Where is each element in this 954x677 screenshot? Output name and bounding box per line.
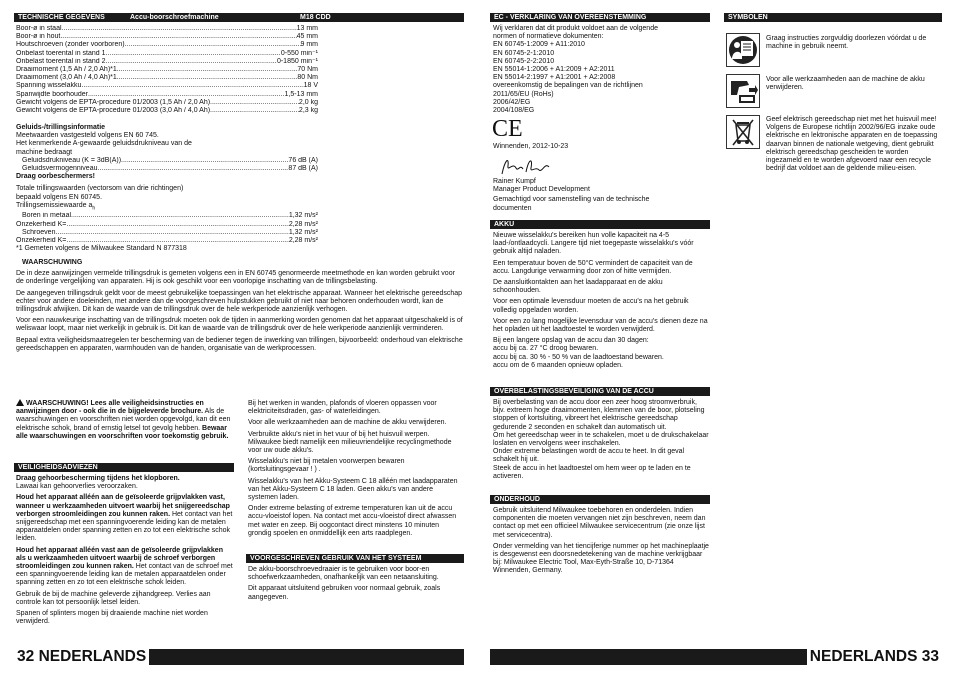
ec-line: Wij verklaren dat dit produkt voldoet aan de volgende xyxy=(493,25,658,32)
safety-advice xyxy=(16,494,234,543)
battery-remove-icon xyxy=(726,74,760,108)
dot-leader xyxy=(106,58,277,66)
spec-label: Boren in metaal xyxy=(22,212,72,220)
manual-icon xyxy=(726,33,760,67)
spec-label: Gewicht volgens de EPTA-procedure 01/2003 (3,0 Ah / 4,0 Ah) xyxy=(16,107,211,115)
warning-title: WAARSCHUWING xyxy=(22,259,83,266)
spec-row xyxy=(16,82,318,90)
ec-header: EC - VERKLARING VAN OVEREENSTEMMING xyxy=(490,13,710,22)
akku-paragraph: Voor een zo lang mogelijke levensduur van de accu's dienen deze na het opladen uit het laadtoestel te worden verwijderd. xyxy=(493,317,708,334)
dot-leader xyxy=(106,50,281,58)
overload-paragraph: Bij overbelasting van de accu door een zeer hoog stroomverbruik, bijv. extreem hoge draaimomenten, klemmen van de boor, plotseling stoppen of kortsluiting, vibreert het elektrische gereedschap gedurende 2 seconden en schakelt dan automatisch uit. Om het gereedschap weer in te schakelen, moet u de drukschakelaar loslaten en vervolgens weer inschakelen. Onder extreme belastingen wordt de accu te heet. In dit geval schakelt hij uit. Steek de accu in het laadtoestel om hem weer op te laden en te activeren. xyxy=(493,399,709,480)
warning-paragraphs xyxy=(16,270,464,353)
spec-row xyxy=(22,157,318,165)
safety-warning-text: Als de waarschuwingen en voorschriften niet worden opgevolgd, kan dit een elektrische schok, brand of ernstig letsel tot gevolg hebben. xyxy=(16,408,231,432)
vib-emission-label: Trillingsemissiewaarde a xyxy=(16,201,93,209)
akku-paragraph: De aansluitkontakten aan het laadapparaat en de akku schoonhouden. xyxy=(493,279,663,295)
ec-line: normen of normatieve dokumenten: xyxy=(493,33,604,41)
onder-paragraphs xyxy=(493,507,709,579)
vib-subscript: h xyxy=(92,205,96,212)
sym-header: SYMBOLEN xyxy=(724,13,942,22)
spec-value: 9 mm xyxy=(300,41,318,49)
spec-row xyxy=(16,50,318,58)
dot-leader xyxy=(210,99,299,107)
spec-table xyxy=(16,25,318,115)
safety-advice-bold: Houd het apparaat alléén aan de geïsoleerde grijpvlakken vast, wanneer u werkzaamheden uitvoert waarbij het snijgereedschap verborgen stroomleidingen zou kunnen raken. xyxy=(16,494,230,518)
noise-line: Het kenmerkende A-gewaarde geluidsdrukniveau van de xyxy=(16,140,192,148)
safety-advice-text: Spanen of splinters mogen bij draaiende machine niet worden verwijderd. xyxy=(16,610,208,626)
ec-line: 2006/42/EG xyxy=(493,98,531,106)
warning-paragraph: De aangegeven trillingsdruk geldt voor de meest gebruikelijke toepassingen van het elektrische apparaat. Wanneer het elektrische gereedschap echter voor andere doeleinden, met andere dan de voorgeschreven hulpstukken gebruikt of niet naar behoren onderhouden wordt, kan de trillingsdruk afwijken. Dit kan de waarde van de trillingsdruk over de hele werkperiode aanzienlijk verhogen. xyxy=(16,289,463,314)
noise-line: machine bedraagt xyxy=(16,148,73,156)
spec-row xyxy=(16,221,318,229)
footer-right xyxy=(807,647,942,667)
page-number-left: 32 xyxy=(17,648,35,665)
spec-row xyxy=(16,237,318,245)
dot-leader xyxy=(117,74,298,82)
footer-left xyxy=(14,647,149,667)
spec-value: 2,28 m/s² xyxy=(288,237,318,245)
akku-header: AKKU xyxy=(490,220,710,229)
spec-label: Schroeven xyxy=(22,228,56,236)
spec-row xyxy=(16,107,318,115)
vib-line-3 xyxy=(16,202,318,213)
spec-value: 2,28 m/s² xyxy=(288,220,318,228)
noise-text xyxy=(16,132,318,157)
warning-paragraph: De in deze aanwijzingen vermelde trillingsdruk is gemeten volgens een in EN 60745 genormeerde meetmethode en kan worden gebruikt voor de onderlinge vergelijking van apparaten. Hij is ook geschikt voor een voorlopige inschatting van de trillingsbelasting. xyxy=(16,270,455,286)
signer-block xyxy=(493,178,709,213)
warning-paragraph: Voor een nauwkeurige inschatting van de trillingsdruk moeten ook de tijden in aanmerking worden genomen dat het apparaat uitgeschakeld is of weliswaar loopt, maar niet werkelijk in gebruik is. Dit kan de waarde van de trillingsdruk over de hele werkperiode aanzienlijk verminderen. xyxy=(16,317,463,333)
warning-paragraph: Bepaal extra veiligheidsmaatregelen ter bescherming van de bediener tegen de inwerking van trillingen, bijvoorbeeld: onderhoud van elektrische gereedschappen en apparaten, warmhouden van de handen, organisatie van de werkprocessen. xyxy=(16,336,463,352)
spec-value: 80 Nm xyxy=(297,74,318,82)
ec-line: EN 55014-1:2006 + A1:2009 + A2:2011 xyxy=(493,66,615,74)
spec-row xyxy=(16,74,318,82)
footnote: *1 Gemeten volgens de Milwaukee Standard N 877318 xyxy=(16,245,187,253)
dot-leader xyxy=(121,157,288,165)
spec-label: Spanning wisselakku xyxy=(16,82,82,90)
spec-header-title: TECHNISCHE GEGEVENS xyxy=(18,14,105,21)
spec-value: 0-1850 min⁻¹ xyxy=(276,57,318,65)
akku-paragraphs xyxy=(493,232,709,373)
signer-auth-2: documenten xyxy=(493,204,532,212)
signer-auth-1: Gemachtigd voor samenstelling van de technische xyxy=(493,196,650,204)
dot-leader xyxy=(62,25,297,33)
maintenance-paragraph: Onder vermelding van het tiencijferige nummer op het machineplaatje is desgewenst een doorsnedetekening van de machine verkrijgbaar bij: Milwaukee Electric Tool, Max-Eyth-Straße 10, D-71364 Winnenden, Germany. xyxy=(493,542,709,575)
safety-keep: Bewaar alle waarschuwingen en voorschriften voor toekomstig gebruik. xyxy=(16,424,229,440)
spec-row xyxy=(22,165,318,173)
ec-line: 2011/65/EU (RoHs) xyxy=(493,90,554,98)
spec-label: Draaimoment (1,5 Ah / 2,0 Ah)*1 xyxy=(16,66,117,74)
safety-paragraph: Wisselakku's van het Akku-Systeem C 18 alléén met laadapparaten van het Akku-Systeem C 18 laden. Geen akku's van andere systemen laden. xyxy=(248,477,458,502)
spec-label: Boor-ø in hout xyxy=(16,33,61,41)
dot-leader xyxy=(210,107,299,115)
spec-label: Draaimoment (3,0 Ah / 4,0 Ah)*1 xyxy=(16,74,117,82)
sym-text-1: Graag instructies zorgvuldig doorlezen vóórdat u de machine in gebruik neemt. xyxy=(766,35,927,51)
warning-triangle-icon xyxy=(16,399,24,406)
spec-row xyxy=(16,41,318,49)
dot-leader xyxy=(71,212,289,220)
spec-header xyxy=(14,13,464,22)
safety-paragraph: Bij het werken in wanden, plafonds of vloeren oppassen voor elektriciteitsdraden, gas- of waterleidingen. xyxy=(248,400,437,416)
warning-section xyxy=(16,259,464,356)
safety-advice-text: Het contact van de schroef met een spanningvoerende leiding kan de metalen apparaatdelen onder spanning zetten en zo tot een elektrische schok leiden. xyxy=(16,563,233,587)
dot-leader xyxy=(117,66,298,74)
spec-value: 1,5-13 mm xyxy=(284,90,318,98)
dot-leader xyxy=(55,229,288,237)
dot-leader xyxy=(60,33,296,41)
dot-leader xyxy=(88,91,285,99)
spec-value: 0-550 min⁻¹ xyxy=(280,49,318,57)
safety-advice xyxy=(16,591,234,607)
ec-line: 2004/108/EG xyxy=(493,107,535,115)
safety-warning-block xyxy=(16,399,234,444)
spec-value: 70 Nm xyxy=(297,66,318,74)
sym-text-2: Voor alle werkzaamheden aan de machine de akku verwijderen. xyxy=(766,76,925,92)
spec-row xyxy=(16,212,318,220)
safety-advice xyxy=(16,610,234,626)
ec-line: EN 60745-1:2009 + A11:2010 xyxy=(493,41,585,49)
ear-protect-note: Draag oorbeschermers! xyxy=(16,173,95,181)
spec-value: 1,32 m/s² xyxy=(288,228,318,236)
safety-advice xyxy=(16,475,234,491)
over-header: OVERBELASTINGSBEVEILIGING VAN DE ACCU xyxy=(490,387,710,396)
safety-paragraph: Voor alle werkzaamheden aan de machine de akku verwijderen. xyxy=(248,419,447,427)
sym-text-3: Geef elektrisch gereedschap niet met het huisvuil mee! Volgens de Europese richtlijn 2002/96/EG inzake oude elektrische en lektronische apparaten en de toepassing daarvan binnen de nationale wetgeving, dient gebruikt elektrisch gereedschap gescheiden te worden ingezameld en te worden afgevoerd naar een recycle bedrijf dat voldoet aan de geldende milieu-eisen. xyxy=(766,116,938,173)
spec-label: Onzekerheid K= xyxy=(16,237,67,245)
onder-header: ONDERHOUD xyxy=(490,495,710,504)
signer-title: Manager Product Development xyxy=(493,186,590,194)
spec-value: 2,0 kg xyxy=(298,98,318,106)
dot-leader xyxy=(66,237,288,245)
ec-line: EN 55014-2:1997 + A1:2001 + A2:2008 xyxy=(493,74,616,82)
spec-row xyxy=(16,229,318,237)
signature-icon xyxy=(499,154,555,176)
spec-value: 45 mm xyxy=(296,33,318,41)
spec-value: 13 mm xyxy=(296,25,318,32)
spec-label: Spanwijdte boorhouder xyxy=(16,90,88,98)
gebruik-paragraphs xyxy=(248,566,464,605)
spec-label: Geluidsvermogenniveau xyxy=(22,165,98,173)
spec-header-product: Accu-boorschroefmachine xyxy=(130,14,219,21)
footer-lang-right: NEDERLANDS xyxy=(809,648,918,665)
dot-leader xyxy=(98,165,289,173)
mid-column xyxy=(248,400,464,541)
vib-specs xyxy=(16,212,318,245)
usage-paragraph: Dit apparaat uitsluitend gebruiken voor normaal gebruik, zoals aangegeven. xyxy=(248,585,441,601)
akku-paragraph: Een temperatuur boven de 50°C vermindert de capaciteit van de accu. Langdurige verwarming door zon of hitte vermijden. xyxy=(493,259,693,275)
safety-advice-text: Het contact van het snijgereedschap met een spanningvoerende leiding kan de metalen apparaatdelen onder spanning zetten en zo tot een elektrische schok leiden. xyxy=(16,510,233,543)
noise-title: Geluids-/trillingsinformatie xyxy=(16,124,106,131)
safety-advice-bold: Draag gehoorbescherming tijdens het klopboren. xyxy=(16,475,180,482)
weee-bin-icon xyxy=(726,115,760,149)
dot-leader xyxy=(66,221,288,229)
ec-line: EN 60745-2-1:2010 xyxy=(493,49,555,57)
ec-line: overeenkomstig de bepalingen van de richtlijnen xyxy=(493,82,643,90)
spec-row xyxy=(16,99,318,107)
akku-paragraph: Bij een langere opslag van de accu dan 30 dagen: accu bij ca. 27 °C droog bewaren. accu bij ca. 30 % - 50 % van de laadtoestand bewaren. accu om de 6 maanden opnieuw opladen. xyxy=(493,337,664,369)
footer-lang-left: NEDERLANDS xyxy=(38,648,147,665)
spec-value: 2,3 kg xyxy=(298,107,318,115)
safety-warning xyxy=(16,399,234,441)
safety-warning-bold: WAARSCHUWING! Lees alle veiligheidsinstructies en aanwijzingen door - ook die in de bijgeleverde brochure. xyxy=(16,400,204,416)
dot-leader xyxy=(125,41,301,49)
safety-paragraph: Onder extreme belasting of extreme temperaturen kan uit de accu accu-vloeistof lopen. Na contact met accu-vloeistof direct afwassen met water en zeep. Bij oogcontact direct minstens 10 minuten grondig spoelen en onmiddellijk een arts raadplegen. xyxy=(248,505,457,537)
safety-advice-text: Gebruik de bij de machine geleverde zijhandgreep. Verlies aan controle kan tot persoonlijk letsel leiden. xyxy=(16,590,211,606)
spec-label: Houtschroeven (zonder voorboren) xyxy=(16,41,125,49)
spec-label: Onbelast toerental in stand 2 xyxy=(16,57,106,65)
noise-specs xyxy=(16,157,318,173)
page-number-right: 33 xyxy=(921,648,939,665)
spec-row xyxy=(16,58,318,66)
vib-line-1: Totale trillingswaarden (vectorsom van drie richtingen) xyxy=(16,185,184,193)
safety-paragraph: Wisselakku's niet bij metalen voorwerpen bewaren (kortsluitingsgevaar ! ) . xyxy=(248,458,405,474)
spec-value: 87 dB (A) xyxy=(288,165,318,173)
spec-label: Onzekerheid K= xyxy=(16,220,67,228)
vib-line-2: bepaald volgens EN 60745. xyxy=(16,193,103,201)
dot-leader xyxy=(81,82,303,90)
veilig-header: VEILIGHEIDSADVIEZEN xyxy=(14,463,234,472)
noise-section xyxy=(16,124,318,253)
spec-label: Onbelast toerental in stand 1 xyxy=(16,49,106,57)
spec-row xyxy=(16,66,318,74)
ec-line: EN 60745-2-2:2010 xyxy=(493,57,555,65)
spec-label: Geluidsdrukniveau (K = 3dB(A)) xyxy=(22,156,122,164)
akku-paragraph: Nieuwe wisselakku's bereiken hun volle kapaciteit na 4-5 laad-/ontlaadcycli. Langere tijd niet toegepaste wisselakku's vóór gebruik altijd naladen. xyxy=(493,232,694,256)
spec-label: Gewicht volgens de EPTA-procedure 01/2003 (1,5 Ah / 2,0 Ah) xyxy=(16,98,211,106)
safety-advice-text: Lawaai kan gehoorverlies veroorzaken. xyxy=(16,483,138,491)
spec-value: 1,32 m/s² xyxy=(288,212,318,220)
akku-paragraph: Voor een optimale levensduur moeten de accu's na het gebruik volledig opgeladen worden. xyxy=(493,298,689,314)
veilig-list xyxy=(16,475,234,629)
spec-value: 76 dB (A) xyxy=(288,156,318,164)
ce-mark: CE xyxy=(492,116,523,142)
maintenance-paragraph: Gebruik uitsluitend Milwaukee toebehoren en onderdelen. Indien componenten die moeten vervangen niet zijn beschreven, neem dan contact op met een officieel Milwaukee servicecentrum (zie onze lijst met servicecentra). xyxy=(493,507,706,539)
spec-label: Boor-ø in staal xyxy=(16,25,62,32)
ec-declaration xyxy=(493,25,709,115)
spec-row xyxy=(16,33,318,41)
ec-place-date: Winnenden, 2012-10-23 xyxy=(493,143,569,150)
over-paragraphs xyxy=(493,399,709,484)
spec-row xyxy=(16,25,318,33)
noise-line: Meetwaarden vastgesteld volgens EN 60 745. xyxy=(16,132,159,140)
usage-paragraph: De akku-boorschroevedraaier is te gebruiken voor boor-en schoefwerkzaamheden, onafhankelijk van een netaansluiting. xyxy=(248,566,439,582)
spec-row xyxy=(16,91,318,99)
safety-advice-bold: Houd het apparaat alléén vast aan de geïsoleerde grijpvlakken als u werkzaamheden uitvoert waarbij de schroef verborgen stroomleidingen zou kunnen raken. xyxy=(16,546,223,571)
spec-value: 18 V xyxy=(303,82,318,90)
safety-advice xyxy=(16,547,234,588)
spec-header-model: M18 CDD xyxy=(300,14,331,21)
safety-paragraph: Verbruikte akku's niet in het vuur of bij het huisvuil werpen. Milwaukee biedt namelijk een milieuvriendelijke recyclingmethode voor uw oude akku's. xyxy=(248,430,452,455)
gebruik-header: VOORGESCHREVEN GEBRUIK VAN HET SYSTEEM xyxy=(246,554,464,563)
signer-name: Rainer Kumpf xyxy=(493,178,536,185)
